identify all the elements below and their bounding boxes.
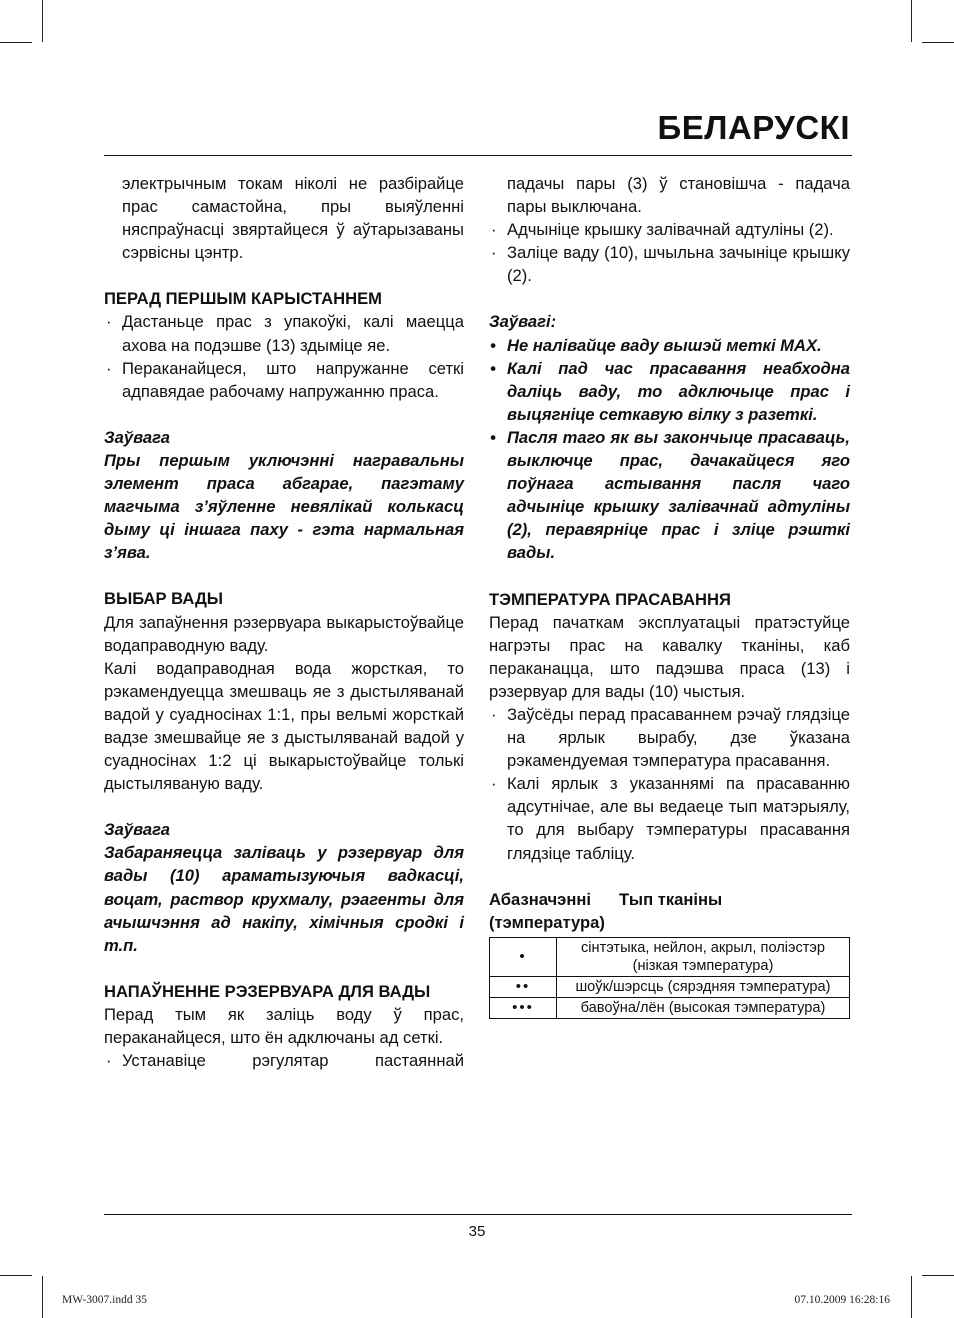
temperature-symbol: • [490,937,557,976]
intro-paragraph: электрычным токам ніколі не разбірайце прас самастойна, пры выяўленні няспраўнасці звяртайцеся ў аўтарызаваны сэрвісны цэнтр. [122,174,464,263]
water-paragraph: Калі водаправодная вода жорсткая, то рэкамендуецца змешваць яе з дыстыляванай вадой у суадносінах 1:1, пры вельмі жорсткай вадзе змешвайце яе з дыстыляванай вадой у суадносінах 1:2 ці выкарыстоўвайце толькі дыстыляваную ваду. [104,658,464,794]
temperature-symbol: ••• [490,997,557,1018]
page-title: БЕЛАРУСКІ [657,109,850,146]
first-use-list [104,310,464,402]
notes-title: Заўвагі: [489,312,557,332]
bullet-icon: · [491,220,497,240]
note-text: Забараняецца заліваць у рэзервуар для вады (10) араматызуючыя вадкасці, воцат, раствор крухмалу, рэагенты для ачышчэння ад накіпу, хімічныя сродкі і т.п. [104,843,464,955]
crop-mark [42,0,43,42]
temperature-symbol: •• [490,976,557,997]
right-column [489,172,850,1019]
fill-list [104,1049,464,1072]
temperature-table [489,937,850,1019]
first-use-heading: ПЕРАД ПЕРШЫМ КАРЫСТАННЕМ [104,289,382,309]
water-paragraph: Для запаўнення рэзервуара выкарыстоўвайце водаправодную ваду. [104,612,464,655]
temperature-heading: ТЭМПЕРАТУРА ПРАСАВАННЯ [489,589,731,609]
crop-mark [0,42,32,43]
crop-mark [0,1275,32,1276]
footer-timestamp: 07.10.2009 16:28:16 [794,1294,890,1306]
continued-paragraph: падачы пары (3) ў становішча - падача пары выключана. [507,174,850,217]
crop-mark [911,0,912,42]
footer-rule [104,1214,852,1215]
list-item: • Калі пад час прасавання неабходна даліць ваду, то адключыце прас і выцягніце сеткавую вілку з разеткі. [490,358,850,424]
list-item: · Дастаньце прас з упакоўкі, калі маецца ахова на подэшве (13) здыміце яе. [106,312,464,355]
bullet-icon: · [106,1051,112,1071]
bullet-icon: · [106,358,112,378]
left-column [104,172,464,1072]
fill-paragraph: Перад тым як заліць воду ў прас, пераканайцеся, што ён адключаны ад сеткі. [104,1004,464,1047]
list-item: • Пасля таго як вы закончыце прасаваць, выключце прас, дачакайцеся яго поўнага астывання пасля чаго адчыніце крышку залівачнай адтуліны (2), перавярніце прас і зліце рэшткі вады. [490,427,850,563]
fill-heading: НАПАЎНЕННЕ РЭЗЕРВУАРА ДЛЯ ВАДЫ [104,981,431,1001]
bullet-icon: • [490,427,496,447]
note-title: Заўвага [104,820,171,840]
list-item: · Калі ярлык з указаннямі па прасаванню адсутнічае, але вы ведаеце тып матэрыялу, то для выбару тэмпературы прасавання глядзіце табліцу. [491,774,850,863]
fabric-description: шоўк/шэрсць (сярэдняя тэмпература) [557,976,850,997]
footer-file: MW-3007.indd 35 [62,1294,147,1306]
list-item: · Пераканайцеся, што напружанне сеткі адпавядае рабочаму напружанню праса. [106,358,464,401]
temperature-list [489,703,850,865]
bullet-icon: · [491,774,497,794]
crop-mark [922,1275,954,1276]
table-col-fabric: Тып тканіны [619,889,723,909]
list-item: · Заліце ваду (10), шчыльна зачыніце крышку (2). [491,243,850,286]
table-header [489,888,850,911]
bullet-icon: · [491,704,497,724]
list-item: · Заўсёды перад прасаваннем рэчаў глядзіце на ярлык вырабу, дзе ўказана рэкамендуемая тэмпература прасавання. [491,704,850,771]
fabric-description: бавоўна/лён (высокая тэмпература) [557,997,850,1018]
header-rule [104,155,852,156]
list-item: • Не налівайце ваду вышэй меткі MAX. [489,334,850,357]
note-title: Заўвага [104,427,171,447]
bullet-icon: · [106,312,112,332]
list-item: · Адчыніце крышку залівачнай адтуліны (2). [489,218,850,241]
bullet-icon: • [490,335,496,355]
table-row [490,997,850,1018]
crop-mark [42,1276,43,1318]
list-item: · Устанавіце рэгулятар пастаяннай [104,1049,464,1072]
temperature-paragraph: Перад пачаткам эксплуатацыі пратэстуйце нагрэты прас на кавалку тканіны, каб пераканацца, што падэшва праса (13) і рэзервуар для вады (10) чыстыя. [489,612,850,701]
bullet-icon: · [491,243,497,263]
bullet-icon: • [490,358,496,378]
fabric-description: сінтэтыка, нейлон, акрыл, поліэстэр (нізкая тэмпература) [557,937,850,976]
fill-steps-list [489,218,850,287]
crop-mark [911,1276,912,1318]
table-row [490,937,850,976]
note-text: Пры першым уключэнні награвальны элемент праса абгарае, пагэтаму магчыма з’яўленне невялікай колькасц дыму ці іншага паху - гэта нармальная з’ява. [104,450,464,563]
notes-list [489,334,850,565]
table-col-symbols: Абазначэнні [489,889,591,909]
table-row [490,976,850,997]
table-header-sub: (тэмпература) [489,912,605,932]
water-heading: ВЫБАР ВАДЫ [104,589,224,609]
crop-mark [922,42,954,43]
page-number: 35 [468,1223,486,1240]
